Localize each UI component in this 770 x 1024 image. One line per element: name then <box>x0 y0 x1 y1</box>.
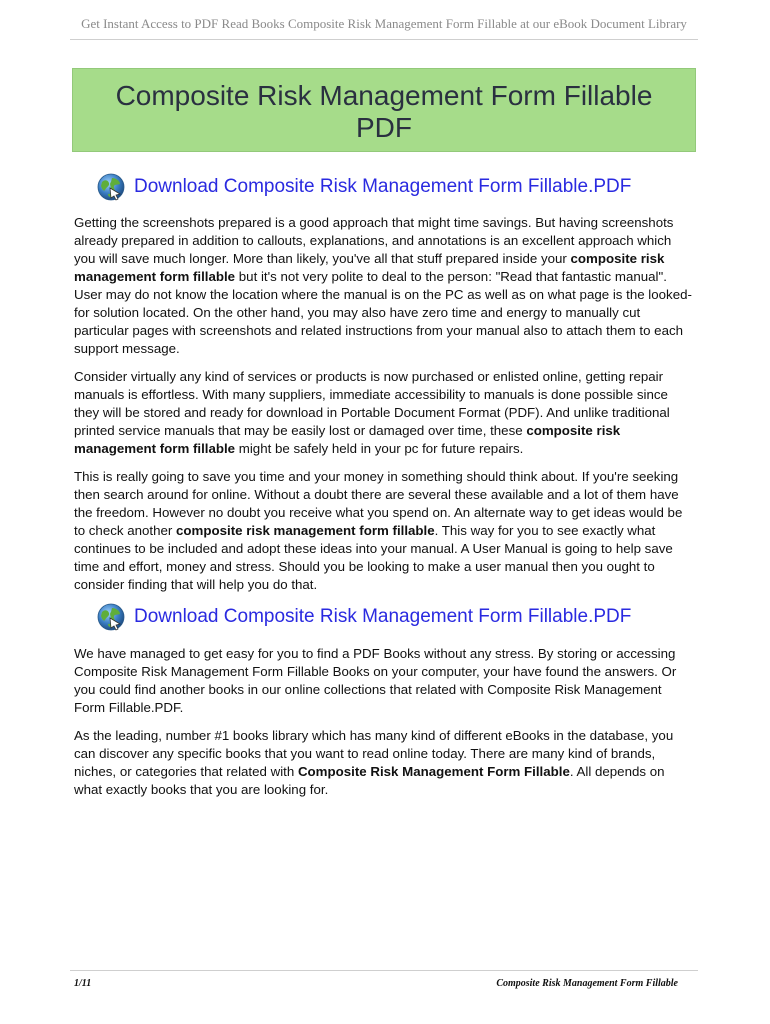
paragraph <box>74 727 696 799</box>
paragraph <box>74 368 696 458</box>
text-run: We have managed to get easy for you to find a PDF Books without any stress. By storing or accessing Composite Risk Management Form Fillable Books on your computer, your have found the answers. Or you could find another books in our online collections that related with Composite Risk Management Form Fillable.PDF. <box>74 646 677 715</box>
bold-phrase: composite risk management form fillable <box>74 423 621 456</box>
text-run: but it's not very polite to deal to the person: "Read that fantastic manual". User may do not know the location where the manual is on the PC as well as on what page is the looked-for solution located. On the other hand, you may also have zero time and energy to manually cut particular pages with screenshots and related instructions from your manual also to attach them to each support message. <box>74 269 692 356</box>
bold-phrase: Composite Risk Management Form Fillable <box>297 764 570 779</box>
text-run: . All depends on what exactly books that you are looking for. <box>74 764 665 797</box>
page-title-line-1: Composite Risk Management Form Fillable <box>115 80 653 111</box>
download-row-1[interactable] <box>96 170 631 204</box>
header-banner: Get Instant Access to PDF Read Books Composite Risk Management Form Fillable at our eBook Document Library <box>81 16 687 31</box>
text-run: Getting the screenshots prepared is a good approach that might time savings. But having screenshots already prepared in addition to callouts, explanations, and annotations is an excellent approach which you will save much longer. More than likely, you've all that stuff prepared inside your <box>74 215 674 266</box>
paragraph <box>74 645 696 717</box>
download-link[interactable]: Download Composite Risk Management Form Fillable.PDF <box>134 606 632 627</box>
text-run: As the leading, number #1 books library which has many kind of different eBooks in the database, you can discover any specific books that you want to read online today. There are many kind of brands, niches, or categories that related with <box>74 728 674 779</box>
text-run: might be safely held in your pc for future repairs. <box>235 441 524 456</box>
body-section-1 <box>74 214 696 604</box>
page-number: 1/11 <box>74 978 92 989</box>
globe-icon <box>96 172 126 202</box>
header-divider <box>70 39 698 40</box>
download-row-2[interactable] <box>96 600 631 634</box>
body-section-2 <box>74 645 696 809</box>
text-run: . This way for you to see exactly what continues to be included and adopt these ideas into your manual. A User Manual is going to help save time and effort, money and stress. Should you be looking to make a user manual then you ought to consider finding that will help you do that. <box>74 523 673 592</box>
title-box <box>72 68 696 152</box>
footer-divider <box>70 970 698 971</box>
footer-title: Composite Risk Management Form Fillable <box>496 978 678 989</box>
globe-icon <box>96 602 126 632</box>
download-link[interactable]: Download Composite Risk Management Form Fillable.PDF <box>134 176 632 197</box>
bold-phrase: composite risk management form fillable <box>176 523 435 538</box>
text-run: Consider virtually any kind of services or products is now purchased or enlisted online, getting repair manuals is effortless. With many suppliers, immediate accessibility to manuals is done possible since they will be stored and ready for download in Portable Document Format (PDF). And unlike traditional printed service manuals that may be easily lost or damaged over time, these <box>74 369 670 438</box>
paragraph <box>74 468 696 594</box>
paragraph <box>74 214 696 358</box>
text-run: This is really going to save you time and your money in something should think about. If you're seeking then search around for online. Without a doubt there are several these available and a lot of them have the freedom. However no doubt you receive what you spend on. An alternate way to get ideas would be to check another <box>74 469 683 538</box>
bold-phrase: composite risk management form fillable <box>74 251 665 284</box>
page-title-line-2: PDF <box>356 112 412 143</box>
